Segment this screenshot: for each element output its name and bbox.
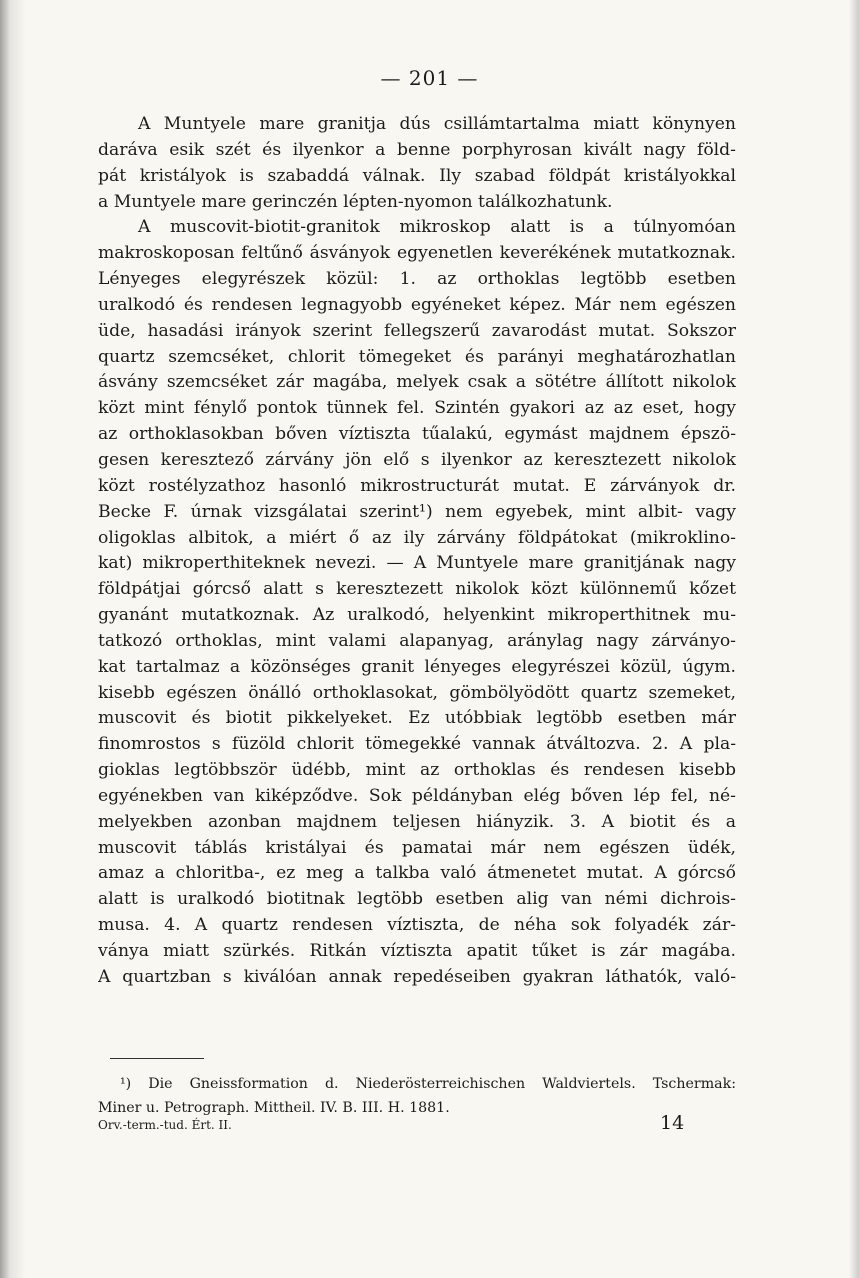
text-line: A muscovit-biotit-granitok mikroskop alatt is a túlnyomóan — [138, 217, 736, 238]
text-line: A Muntyele mare granitja dús csillámtartalma miatt könynyen — [138, 114, 736, 134]
text-line: földpátjai górcső alatt s keresztezett nikolok közt különnemű kőzet — [98, 579, 736, 600]
text-line: Lényeges elegyrészek közül: 1. az orthoklas legtöbb esetben — [98, 269, 736, 290]
text-line: daráva esik szét és ilyenkor a benne porphyrosan kivált nagy föld- — [98, 139, 736, 160]
text-line: pát kristályok is szabaddá válnak. Ily szabad földpát kristályokkal — [98, 165, 736, 186]
text-line: az orthoklasokban bőven víztiszta tűalakú, egymást majdnem épszö- — [98, 424, 736, 445]
printer-signature: Orv.-term.-tud. Ért. II. — [98, 1118, 232, 1132]
text-line: ványa miatt szürkés. Ritkán víztiszta apatit tűket is zár magába. — [98, 941, 736, 961]
text-line: makroskoposan feltűnő ásványok egyenetlen keverékének mutatkoznak. — [98, 243, 736, 264]
text-line: A quartzban s kiválóan annak repedéseiben gyakran láthatók, való- — [98, 966, 736, 987]
text-line: quartz szemcséket, chlorit tömegeket és parányi meghatározhatlan — [98, 346, 736, 367]
text-line: Becke F. úrnak vizsgálatai szerint¹) nem egyebek, mint albit- vagy — [98, 501, 736, 522]
text-line: egyénekben van kiképződve. Sok példányban elég bőven lép fel, né- — [98, 785, 736, 806]
text-line: melyekben azonban majdnem teljesen hiányzik. 3. A biotit és a — [98, 811, 736, 832]
text-line: kisebb egészen önálló orthoklasokat, gömbölyödött quartz szemeket, — [98, 682, 736, 703]
text-line: közt rostélyzathoz hasonló mikrostructurát mutat. E zárványok dr. — [98, 475, 736, 496]
text-line: a Muntyele mare gerinczén lépten-nyomon találkozhatunk. — [98, 191, 613, 212]
text-line: gioklas legtöbbször üdébb, mint az orthoklas és rendesen kisebb — [98, 760, 736, 781]
text-line: musa. 4. A quartz rendesen víztiszta, de néha sok folyadék zár- — [98, 915, 736, 936]
text-line: ásvány szemcséket zár magába, melyek csak a sötétre állított nikolok — [98, 372, 736, 393]
text-line: gesen keresztező zárvány jön elő s ilyenkor az keresztezett nikolok — [98, 449, 736, 470]
footnote — [98, 1072, 736, 1120]
page-number: — 201 — — [380, 66, 479, 90]
footnote-separator — [110, 1058, 204, 1059]
text-line: kat tartalmaz a közönséges granit lényeges elegyrészei közül, úgym. — [98, 656, 736, 677]
text-line: amaz a chloritba-, ez meg a talkba való átmenetet mutat. A górcső — [98, 863, 736, 884]
text-line: alatt is uralkodó biotitnak legtöbb esetben alig van némi dichrois- — [98, 889, 736, 910]
text-line: tatkozó orthoklas, mint valami alapanyag, aránylag nagy zárványo- — [98, 630, 736, 651]
footnote-line: ¹) Die Gneissformation d. Niederösterreichischen Waldviertels. Tschermak: — [120, 1076, 736, 1092]
text-line: üde, hasadási irányok szerint fellegszerű zavarodást mutat. Sokszor — [98, 320, 736, 341]
text-line: kat) mikroperthiteknek nevezi. — A Muntyele mare granitjának nagy — [98, 553, 736, 574]
text-line: oligoklas albitok, a miért ő az ily zárvány földpátokat (mikroklino- — [98, 527, 736, 548]
text-line: közt mint fénylő pontok tünnek fel. Szintén gyakori az az eset, hogy — [98, 398, 736, 419]
text-line: finomrostos s füzöld chlorit tömegekké vannak átváltozva. 2. A pla- — [98, 734, 736, 755]
text-line: muscovit táblás kristályai és pamatai már nem egészen üdék, — [98, 837, 736, 858]
body-text — [98, 112, 736, 991]
sheet-number: 14 — [660, 1112, 685, 1134]
text-line: muscovit és biotit pikkelyeket. Ez utóbbiak legtöbb esetben már — [98, 708, 736, 729]
text-line: gyanánt mutatkoznak. Az uralkodó, helyenkint mikroperthitnek mu- — [98, 605, 736, 626]
text-line: uralkodó és rendesen legnagyobb egyéneket képez. Már nem egészen — [98, 294, 736, 315]
footnote-line: Miner u. Petrograph. Mittheil. IV. B. III. H. 1881. — [98, 1100, 450, 1116]
